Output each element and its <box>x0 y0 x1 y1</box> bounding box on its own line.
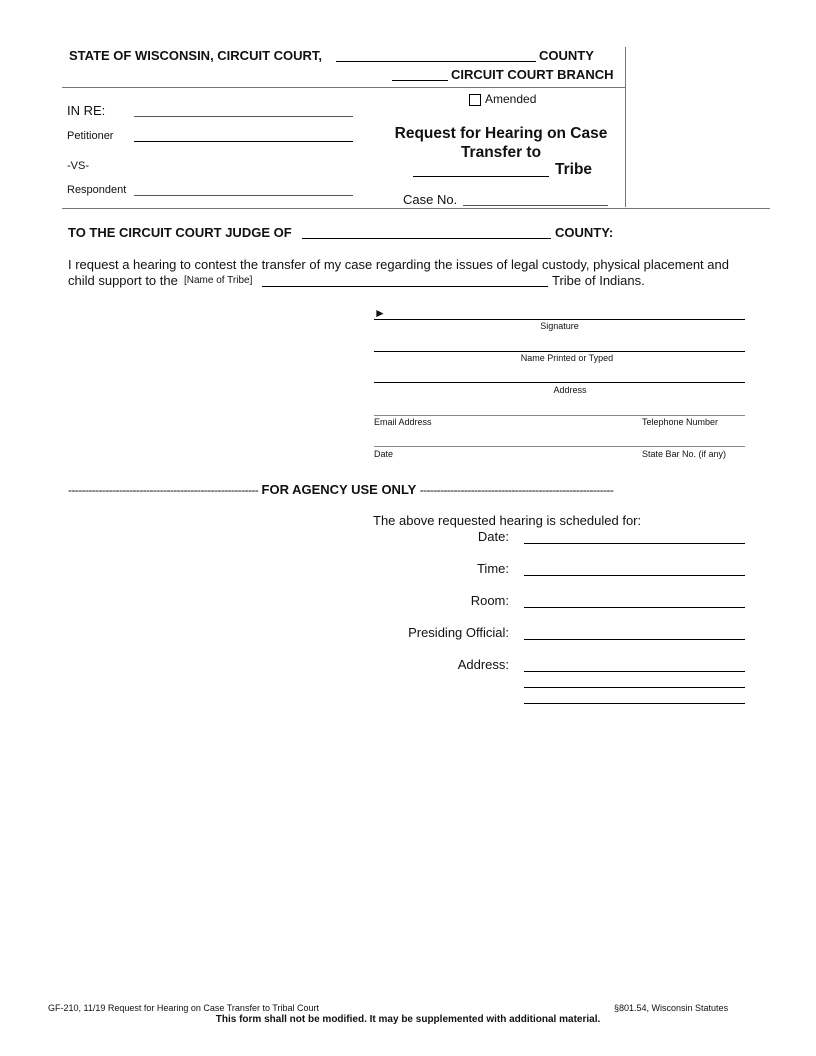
presiding-official-field[interactable] <box>524 639 745 640</box>
county-colon-label: COUNTY: <box>555 225 614 240</box>
caption-bottom-border <box>62 208 770 209</box>
statute-reference: §801.54, Wisconsin Statutes <box>614 1003 729 1013</box>
hearing-time-label: Time: <box>476 561 509 576</box>
case-no-label: Case No. <box>403 192 458 207</box>
signature-field[interactable] <box>374 319 745 320</box>
agency-heading-row <box>68 482 730 497</box>
tribe-label: Tribe <box>555 161 593 178</box>
state-bar-label: State Bar No. (if any) <box>642 449 727 459</box>
hearing-time-field[interactable] <box>524 575 745 576</box>
tribe-of-indians-field[interactable] <box>262 286 548 287</box>
request-prefix: child support to the <box>68 273 178 288</box>
name-printed-label: Name Printed or Typed <box>520 353 614 363</box>
hearing-room-label: Room: <box>470 593 509 608</box>
hearing-address-field-3[interactable] <box>524 703 745 704</box>
in-re-field[interactable] <box>134 116 353 117</box>
branch-number-field[interactable] <box>392 80 448 81</box>
to-judge-label: TO THE CIRCUIT COURT JUDGE OF <box>68 225 292 240</box>
presiding-official-label: Presiding Official: <box>408 625 509 640</box>
agency-heading: FOR AGENCY USE ONLY <box>261 482 417 497</box>
case-no-field[interactable] <box>463 205 608 206</box>
hearing-address-field-2[interactable] <box>524 687 745 688</box>
form-notice: This form shall not be modified. It may be supplemented with additional material. <box>215 1014 601 1025</box>
address-label: Address <box>553 385 587 395</box>
tribe-of-indians-label: Tribe of Indians. <box>552 273 645 288</box>
county-name-field[interactable] <box>336 61 536 62</box>
header-divider <box>62 87 625 88</box>
petitioner-field[interactable] <box>134 141 353 142</box>
email-phone-field[interactable] <box>374 415 745 416</box>
agency-dashes-left: -------------------------------------------------------- <box>68 483 259 497</box>
hearing-address-field-1[interactable] <box>524 671 745 672</box>
agency-dashes-right: --------------------------------------------------------- <box>419 483 614 497</box>
branch-label: CIRCUIT COURT BRANCH <box>451 67 614 82</box>
date-bar-field[interactable] <box>374 446 745 447</box>
telephone-label: Telephone Number <box>642 417 719 427</box>
respondent-label: Respondent <box>67 184 127 196</box>
amended-label: Amended <box>485 92 537 106</box>
hearing-address-label: Address: <box>457 657 509 672</box>
form-title <box>370 124 632 162</box>
request-line-1: I request a hearing to contest the transfer of my case regarding the issues of legal custody, physical placement and <box>68 257 729 272</box>
date-label: Date <box>374 449 394 459</box>
signature-arrow-icon: ► <box>374 306 386 320</box>
name-printed-field[interactable] <box>374 351 745 352</box>
judge-county-field[interactable] <box>302 238 551 239</box>
petitioner-label: Petitioner <box>67 130 114 142</box>
in-re-label: IN RE: <box>67 103 106 118</box>
amended-checkbox[interactable] <box>469 94 481 106</box>
tribe-name-field[interactable] <box>413 176 549 177</box>
title-line-2: Transfer to <box>460 144 542 161</box>
state-court-label: STATE OF WISCONSIN, CIRCUIT COURT, <box>69 48 323 63</box>
address-field[interactable] <box>374 382 745 383</box>
respondent-field[interactable] <box>134 195 353 196</box>
hearing-room-field[interactable] <box>524 607 745 608</box>
title-line-1: Request for Hearing on Case <box>394 125 608 142</box>
email-label: Email Address <box>374 417 432 427</box>
hearing-date-field[interactable] <box>524 543 745 544</box>
name-of-tribe-hint: [Name of Tribe] <box>184 275 253 286</box>
scheduled-for-label: The above requested hearing is scheduled for: <box>373 513 642 528</box>
hearing-date-label: Date: <box>477 529 509 544</box>
vs-label: -VS- <box>67 160 89 172</box>
form-id: GF-210, 11/19 Request for Hearing on Case Transfer to Tribal Court <box>48 1003 319 1013</box>
signature-label: Signature <box>540 321 579 331</box>
county-label: COUNTY <box>539 48 594 63</box>
